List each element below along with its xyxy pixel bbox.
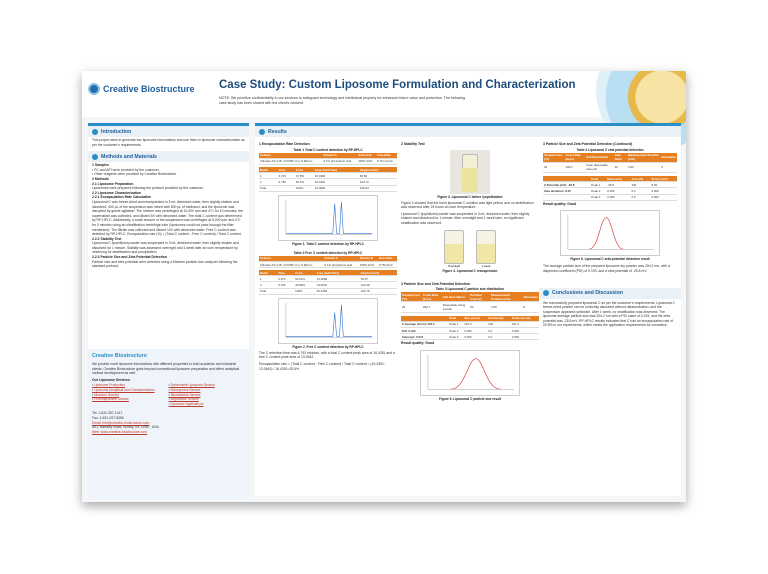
- service-link[interactable]: • Microbubble Service: [169, 393, 246, 398]
- encapsulation-title: 1 Encapsulation Rate Detection: [259, 142, 310, 146]
- method-21-title: 2.1 Liposome Preparation: [92, 181, 134, 186]
- service-link[interactable]: • Niosome Service: [92, 393, 169, 398]
- vial-icon: [444, 230, 464, 264]
- table3-conditions: Tempera ture (°C) Count Rate (kcps) Cell Description Duration Used (s) Measurement Position (mm) Attenuator 25 290.7 Disposable sizing cuvette 50 4.65 8: [402, 292, 538, 311]
- contact-info: [88, 410, 249, 435]
- services-title: Our Liposome Services: [92, 377, 130, 382]
- liquid-icon: [462, 168, 478, 192]
- table1-results: Batch Time Conc. Area (mAU*min) Height (mAU) 1 6.373 47.8% 15.0482 82.80 2 6.783 52.2% 16.4351 104.72 Total 100% 31.4834 219.53: [259, 167, 397, 192]
- methods-title: 2 Methods: [92, 176, 109, 181]
- contact-fax: Fax: 1-631-207-8356: [92, 415, 124, 420]
- intro-text: This project aims to generate two liposome formulations and use them in liposome characterization as per the customer's requirements.: [92, 138, 245, 147]
- vial-photos-resuspension: [401, 230, 539, 268]
- results-heading: Results: [255, 126, 681, 137]
- service-link[interactable]: • Migrosome Service: [169, 397, 246, 402]
- confidentiality-note: NOTE: We prioritize confidentiality in our services to safeguard technology and intellectual property for enhanced future value and protection. The following case study has been shared with the client's consent.: [219, 96, 465, 105]
- sample-item: • Other reagents were provided by Creative Biostructure.: [92, 172, 178, 177]
- brand-name: Creative Biostructure: [103, 84, 195, 94]
- zeta-result-text: The average particle size of the prepared liposome dry powder was 204.2 nm, with a dispersion coefficient (PDI) of 0.193, and a zeta potential of -25.8 mV.: [543, 264, 670, 273]
- method-223-title: 2.2.3 Particle Size and Zeta Potential Detection: [92, 255, 167, 260]
- brand-logo: [88, 79, 196, 99]
- left-column: [88, 123, 249, 496]
- hplc-chart-total: [278, 195, 378, 241]
- method-221-text: Liposomal C was freeze-dried and resuspended in 3 mL deionized water, then slightly shaken and dissolved. 400 µL of the suspension was mixed with 800 µL of methanol, and the liposome was disrupted by gentle agitation. The mixture was centrifuged at 10,000 rpm and 4°C for 10 minutes, the supernatant was collected, and diluted 5X with deionized water. The total C content was determined by RP-HPLC. Additionally, a small amount of the suspension was centrifuged at 5,000 rpm and 4°C for 5 minutes using an ultrafiltration centrifuge tube (liposomes could not pass through the filter membrane). The filtrate was collected and diluted 10X with deionized water. Free C content was detected by RP-HPLC. Encapsulation rate (%) = (Total C content - Free C content) / Total C content.: [92, 199, 243, 237]
- method-21-text: Liposomes were prepared following the protocol provided by the customer.: [92, 186, 204, 191]
- figure3-caption: Figure 3. Liposomal C before lyophilization: [437, 194, 503, 199]
- intro-heading: Introduction: [88, 126, 249, 137]
- vial-label: Overnight: [447, 263, 461, 268]
- logo-icon: [88, 83, 100, 95]
- table4-results: Peak Mean (mV) Area (%) St Dev (mV) Z-Potential (mV): -25.8 Peak 1 -25.8 100 8.45 Zeta deviation: 8.45 Peak 2 0.000 0.0 0.000 Peak 3 0.000 0.0 0.000: [543, 176, 677, 201]
- zeta-title: 3 Particle Size and Zeta Potential Detection (Continued): [543, 142, 633, 146]
- section-bullet-icon: [92, 129, 98, 135]
- stability-section: [401, 142, 539, 402]
- samples-title: 1 Samples: [92, 163, 109, 168]
- encapsulation-section: [259, 142, 397, 372]
- zeta-result-quality: Result quality: Good: [543, 201, 577, 206]
- service-link[interactable]: • Liposome Applications: [169, 402, 246, 407]
- service-links: [88, 383, 249, 406]
- contact-address: 45-1 Ramsey Road, Shirley, NY 11967, USA: [92, 425, 159, 430]
- section-bullet-icon: [259, 129, 265, 135]
- zeta-section: [543, 142, 677, 330]
- poster: [82, 71, 686, 502]
- table2-caption: Table 2 Free C content detection by RP-HPLC: [293, 250, 363, 255]
- figure5-caption: Figure 5. Liposomal C particle size result: [439, 396, 501, 401]
- company-text: We provide novel liposome formulations with different properties to both academic and industrial clients. Creative Biostructure goes beyond conventional liposome preparation and offers analytical method development as well.: [92, 362, 240, 376]
- figure2-caption: Figure 2. Free C content detection by RP-HPLC: [292, 344, 364, 349]
- methods-heading: Methods and Materials: [88, 151, 249, 162]
- hplc-chart-free: [278, 298, 378, 344]
- table4-caption: Table 4 Liposomal C zeta potential detection: [576, 147, 644, 152]
- method-222-title: 2.2.2 Stability Test: [92, 236, 122, 241]
- figure1-caption: Figure 1. Total C content detection by RP-HPLC: [292, 241, 364, 246]
- size-distribution-chart: [420, 350, 520, 396]
- zeta-distribution-chart: [560, 210, 660, 256]
- service-link[interactable]: • Liposome Analytical and Characterization: [92, 388, 169, 393]
- method-223-text: Particle size and zeta potential were detected using a Malvern particle size analyzer following the standard protocol.: [92, 259, 238, 269]
- service-link[interactable]: • Liposome Production: [92, 383, 169, 388]
- company-box: [88, 349, 249, 499]
- method-221-title: 2.2.1 Encapsulation Rate Calculation: [92, 195, 152, 200]
- stability-text-1: Figure 3 showed that the fresh liposomal C solution was light yellow, and no stratification was observed after 24 hours at room temperature.: [401, 200, 534, 210]
- conclusion-heading: Conclusions and Discussion: [539, 288, 681, 299]
- section-bullet-icon: [543, 290, 549, 296]
- service-link[interactable]: • Deformable Liposome Service: [169, 383, 246, 388]
- particle-size-title: 3 Particle Size and Zeta Potential Detection: [401, 281, 471, 286]
- conclusion-text: We successfully prepared liposomal C as per the customer's requirements. Liposomal C freeze-dried powder can be uniformly dissolved without ultrasonication, and the suspension appeared yellowish. After 1 week, no stratification was observed. The liposome average particle size was 204.2 nm with a PDI value of 0.193, and the zeta potential was -25.8 mV. RP-HPLC results indicated that C had an encapsulation rate of 20.5% in our experiments, which meets the application requirements for cosmetics.: [543, 300, 676, 328]
- encapsulation-formula: Encapsulation rate = (Total C content - Free C content) / Total C content = (16.4351-13.0642) / 16.4351=20.5%: [259, 362, 386, 371]
- figure4-caption: Figure 4. Liposomal C resuspension: [442, 268, 498, 273]
- service-link[interactable]: • Nanosphere Service: [169, 388, 246, 393]
- methods-body: [88, 162, 249, 270]
- table3-results: Peak Size (d.nm) % Intensity St Dev (d.nm) Z-Average (d.nm): 204.2 Peak 1 261.4 100 161.2 PdI: 0.193 Peak 2 0.000 0.0 0.000 Intercept: 0.947 Peak 3 0.000 0.0 0.000: [401, 316, 539, 341]
- contact-web[interactable]: Web: www.creative-biostructure.com: [92, 429, 147, 434]
- method-22-title: 2.2 Liposome Characterization: [92, 190, 142, 195]
- service-link[interactable]: • Proteoliposome Service: [92, 397, 169, 402]
- company-title: Creative Biostructure: [92, 353, 147, 359]
- poster-header: [82, 71, 686, 117]
- contact-tel: Tel: 1-631-357-1417: [92, 411, 123, 416]
- table2-method: Column Solvent A Solvent B Flow Rate Ultimate XS-C18, 4.6X250 mm, 5-Micron 0.1% phosphoric acid 100% ACN 0.75ml/min: [259, 256, 397, 268]
- figure6-caption: Figure 6. Liposomal C zeta potential detection result: [570, 257, 650, 262]
- vial-icon: [476, 230, 496, 264]
- table4-conditions: Tempera ture (°C) Count Rate (kcps) Cell Description Zeta Runs Measurement Position (mm) Attenuator 25 100.1 Clear disposable zeta cell 12 2.00 6: [544, 153, 676, 172]
- method-222-text: Liposomal C lyophilized powder was suspended in 3 mL deionized water, then slightly shaken and dissolved for 1 minute. Stability was assessed overnight and 1 week later at room temperature by observing for stratification and precipitation.: [92, 241, 239, 255]
- table1-method: Column Solvent A Solvent B Flow Rate Ultimate XS-C18, 4.6X250 mm, 5-Micron 0.1% phosphoric acid 100% ACN 0.75 mL/min: [259, 153, 397, 165]
- contact-email[interactable]: Email: info@creative-biostructure.com: [92, 420, 150, 425]
- size-result-quality: Result quality: Good: [401, 341, 435, 346]
- encapsulation-result-text: The C retention time was 6.793 minutes, with a total C content peak area of 16.4351 and a free C content peak area of 13.0642.: [259, 350, 395, 360]
- sample-item: • PC and API were provided by the customer.: [92, 167, 160, 172]
- section-bullet-icon: [92, 154, 98, 160]
- stability-title: 2 Stability Test: [401, 142, 425, 146]
- table2-results: Batch Time Conc. Area (mAU*min) Height (mAU) 1 6.373 50.01% 13.2808 78.07 2 6.793 49.99% 13.0642 122.39 Total 100% 26.3450 192.76: [259, 270, 397, 295]
- vial-photo-fresh: [450, 150, 490, 194]
- table3-caption: Table 3 Liposomal C particle size distribution: [435, 287, 505, 292]
- table1-caption: Table 1 Total C content detection by RP-HPLC: [293, 147, 363, 152]
- vial-label: 1 week: [481, 263, 491, 268]
- vial-overnight: [440, 230, 468, 268]
- poster-title: Case Study: Custom Liposome Formulation and Characterization: [219, 79, 576, 91]
- stability-text-2: Liposomal C lyophilized powder was suspended in 3 mL deionized water, then slightly shaken and dissolved for 1 minute. After overnight and 1 week later, no significant stratification was observed.: [401, 211, 530, 225]
- vial-week: [472, 230, 500, 268]
- results-column: [255, 123, 681, 496]
